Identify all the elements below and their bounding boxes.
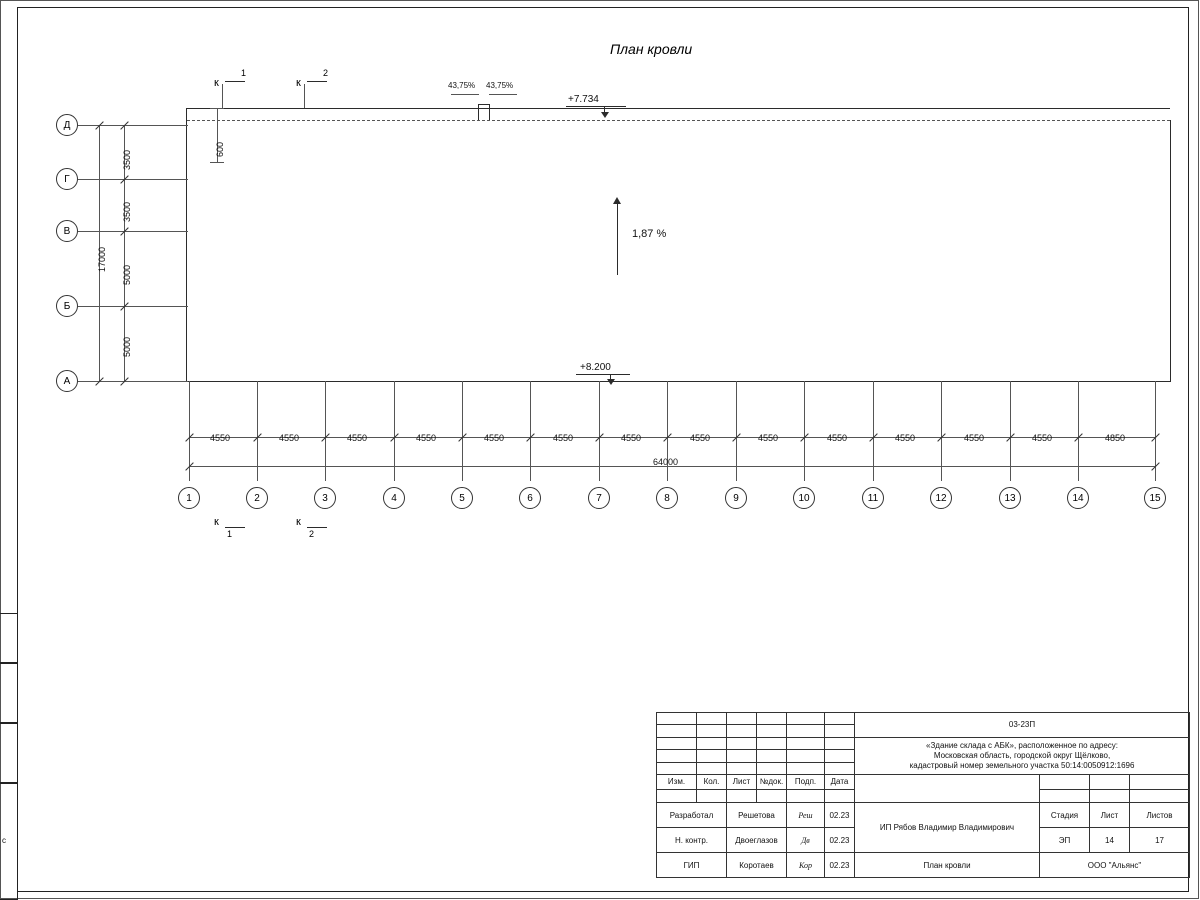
stamp-date-ncontr: 02.23 (825, 828, 855, 853)
slope-value-label: 1,87 % (632, 228, 667, 240)
slope-percent-left: 43,75% (448, 81, 476, 90)
section-mark-bar (307, 81, 327, 82)
stamp-blank (825, 737, 855, 749)
stamp-blank (757, 725, 787, 737)
object-line-2: Московская область, городской округ Щёлково, (933, 750, 1111, 760)
stamp-blank (657, 737, 697, 749)
parapet-dim-tick-bottom (210, 162, 224, 163)
slope-dim-left-line (451, 94, 479, 95)
stamp-signature-developer: Реш (787, 803, 825, 828)
axis-bubble-10: 10 (793, 487, 815, 509)
axis-bubble-2: 2 (246, 487, 268, 509)
stamp-blank (657, 713, 697, 725)
axis-line-b (78, 306, 188, 307)
section-line-top-1 (222, 84, 223, 108)
stamp-blank (1090, 775, 1130, 790)
stamp-col-header-data: Дата (825, 775, 855, 790)
axis-bubble-6: 6 (519, 487, 541, 509)
roof-outline-bottom (186, 381, 1171, 382)
stamp-role-ncontr: Н. контр. (657, 828, 727, 853)
stamp-blank (757, 789, 787, 803)
vdim-label-3: 5000 (122, 264, 132, 285)
stamp-object-spacer (855, 775, 1040, 803)
stamp-blank (697, 737, 727, 749)
stamp-meta-header-sheet: Лист (1090, 803, 1130, 828)
vdim-label-4: 5000 (122, 336, 132, 357)
section-mark-bar (225, 527, 245, 528)
stamp-meta-header-sheets: Листов (1130, 803, 1190, 828)
stamp-blank (825, 750, 855, 762)
hdim-label-4: 4550 (416, 433, 437, 443)
roof-outline-top (186, 108, 1170, 109)
ridge-element-top (478, 104, 490, 105)
section-mark-letter: к (296, 77, 301, 89)
stamp-blank (787, 750, 825, 762)
stamp-blank (787, 762, 825, 774)
stamp-blank (657, 762, 697, 774)
stamp-role-developer: Разработал (657, 803, 727, 828)
section-mark-bar (225, 81, 245, 82)
axis-line-v (78, 231, 188, 232)
elev-top-arrow-icon (601, 112, 609, 118)
left-margin-stub-1 (0, 613, 18, 663)
stamp-meta-value-sheets: 17 (1130, 828, 1190, 853)
slope-percent-right: 43,75% (486, 81, 514, 90)
stamp-date-developer: 02.23 (825, 803, 855, 828)
axis-bubble-13: 13 (999, 487, 1021, 509)
slope-direction-arrow-icon (613, 197, 621, 204)
axis-bubble-7: 7 (588, 487, 610, 509)
stamp-blank (727, 725, 757, 737)
elev-bottom-label: +8.200 (580, 362, 611, 373)
elev-bottom-underline (576, 374, 630, 375)
axis-bubble-3: 3 (314, 487, 336, 509)
stamp-blank (697, 789, 727, 803)
stamp-blank (787, 725, 825, 737)
parapet-dim-label: 600 (215, 141, 225, 157)
hdim-label-12: 4550 (964, 433, 985, 443)
stamp-col-header-list: Лист (727, 775, 757, 790)
section-mark-letter: к (296, 516, 301, 528)
hdim-total-label: 64000 (653, 457, 679, 467)
hdim-label-9: 4550 (758, 433, 779, 443)
axis-bubble-a: А (56, 370, 78, 392)
left-margin-stub-2 (0, 663, 18, 723)
hdim-label-13: 4550 (1032, 433, 1053, 443)
stamp-blank (1130, 789, 1190, 803)
hdim-label-14: 4850 (1105, 433, 1126, 443)
stamp-blank (825, 789, 855, 803)
stamp-blank (657, 789, 697, 803)
stamp-blank (825, 725, 855, 737)
elev-bottom-arrow-icon (607, 379, 615, 385)
stamp-blank (787, 713, 825, 725)
stamp-blank (727, 762, 757, 774)
title-block (656, 712, 1189, 878)
left-margin-stub-3 (0, 723, 18, 783)
stamp-blank (697, 750, 727, 762)
stamp-date-gip: 02.23 (825, 853, 855, 878)
axis-line-d (78, 125, 188, 126)
stamp-blank (697, 762, 727, 774)
stamp-blank (787, 737, 825, 749)
stamp-blank (825, 713, 855, 725)
slope-dim-right-line (489, 94, 517, 95)
roof-outline-left (186, 108, 187, 381)
stamp-blank (727, 789, 757, 803)
stamp-signature-gip: Кор (787, 853, 825, 878)
stamp-blank (1040, 775, 1090, 790)
axis-bubble-14: 14 (1067, 487, 1089, 509)
stamp-sheet-title: План кровли (855, 853, 1040, 878)
stamp-blank (697, 725, 727, 737)
stamp-blank (787, 789, 825, 803)
axis-line-a (78, 381, 188, 382)
stamp-col-header-podp: Подп. (787, 775, 825, 790)
object-line-1: «Здание склада с АБК», расположенное по адресу: (926, 740, 1119, 750)
axis-bubble-b: Б (56, 295, 78, 317)
vdim-label-1: 3500 (122, 149, 132, 170)
stamp-meta-header-stage: Стадия (1040, 803, 1090, 828)
stamp-col-header-ndoc: №док. (757, 775, 787, 790)
page-title: План кровли (610, 41, 693, 57)
axis-bubble-v: В (56, 220, 78, 242)
stamp-blank (1130, 775, 1190, 790)
slope-direction-line (617, 203, 618, 275)
elev-top-label: +7.734 (568, 94, 599, 105)
section-mark-number: 1 (227, 529, 233, 539)
axis-bubble-8: 8 (656, 487, 678, 509)
stamp-blank (825, 762, 855, 774)
stamp-blank (757, 762, 787, 774)
hdim-label-1: 4550 (210, 433, 231, 443)
stamp-blank (727, 750, 757, 762)
stamp-organization: ООО "Альянс" (1040, 853, 1190, 878)
stamp-object-description (855, 737, 1190, 774)
section-mark-letter: к (214, 516, 219, 528)
stamp-col-header-kol: Кол. (697, 775, 727, 790)
hdim-label-11: 4550 (895, 433, 916, 443)
hdim-label-2: 4550 (279, 433, 300, 443)
object-line-3: кадастровый номер земельного участка 50:14:0050912:1696 (909, 760, 1135, 770)
elev-top-underline (566, 106, 626, 107)
vdim-total-label: 17000 (97, 246, 107, 272)
stamp-blank (757, 713, 787, 725)
left-margin-text: с (2, 836, 6, 845)
axis-bubble-g: Г (56, 168, 78, 190)
axis-bubble-12: 12 (930, 487, 952, 509)
vdim-label-2: 3500 (122, 201, 132, 222)
axis-line-g (78, 179, 188, 180)
ridge-element-right (489, 104, 490, 120)
hdim-label-3: 4550 (347, 433, 368, 443)
stamp-blank (697, 713, 727, 725)
axis-bubble-11: 11 (862, 487, 884, 509)
stamp-col-header-izm: Изм. (657, 775, 697, 790)
roof-parapet-dashed-line (187, 120, 1170, 121)
stamp-blank (1090, 789, 1130, 803)
stamp-blank (757, 737, 787, 749)
ridge-element-left (478, 104, 479, 120)
roof-outline-right (1170, 120, 1171, 381)
stamp-blank (757, 750, 787, 762)
axis-bubble-15: 15 (1144, 487, 1166, 509)
hdim-label-10: 4550 (827, 433, 848, 443)
stamp-customer: ИП Рябов Владимир Владимирович (855, 803, 1040, 853)
stamp-name-gip: Коротаев (727, 853, 787, 878)
axis-bubble-9: 9 (725, 487, 747, 509)
stamp-signature-ncontr: Дв (787, 828, 825, 853)
stamp-blank (657, 725, 697, 737)
stamp-name-ncontr: Двоеглазов (727, 828, 787, 853)
hdim-label-7: 4550 (621, 433, 642, 443)
axis-bubble-d: Д (56, 114, 78, 136)
parapet-dim-tick-top (210, 108, 224, 109)
stamp-role-gip: ГИП (657, 853, 727, 878)
axis-bubble-1: 1 (178, 487, 200, 509)
section-mark-letter: к (214, 77, 219, 89)
section-mark-number: 2 (323, 68, 329, 78)
stamp-blank (727, 737, 757, 749)
axis-bubble-5: 5 (451, 487, 473, 509)
stamp-blank (1040, 789, 1090, 803)
section-mark-number: 2 (309, 529, 315, 539)
hdim-label-8: 4550 (690, 433, 711, 443)
stamp-meta-value-sheet: 14 (1090, 828, 1130, 853)
stamp-blank (657, 750, 697, 762)
stamp-blank (727, 713, 757, 725)
hdim-label-6: 4550 (553, 433, 574, 443)
stamp-meta-value-stage: ЭП (1040, 828, 1090, 853)
axis-bubble-4: 4 (383, 487, 405, 509)
stamp-name-developer: Решетова (727, 803, 787, 828)
section-mark-bar (307, 527, 327, 528)
hdim-label-5: 4550 (484, 433, 505, 443)
stamp-project-code: 03-23П (855, 713, 1190, 738)
section-line-top-2 (304, 84, 305, 108)
section-mark-number: 1 (241, 68, 247, 78)
